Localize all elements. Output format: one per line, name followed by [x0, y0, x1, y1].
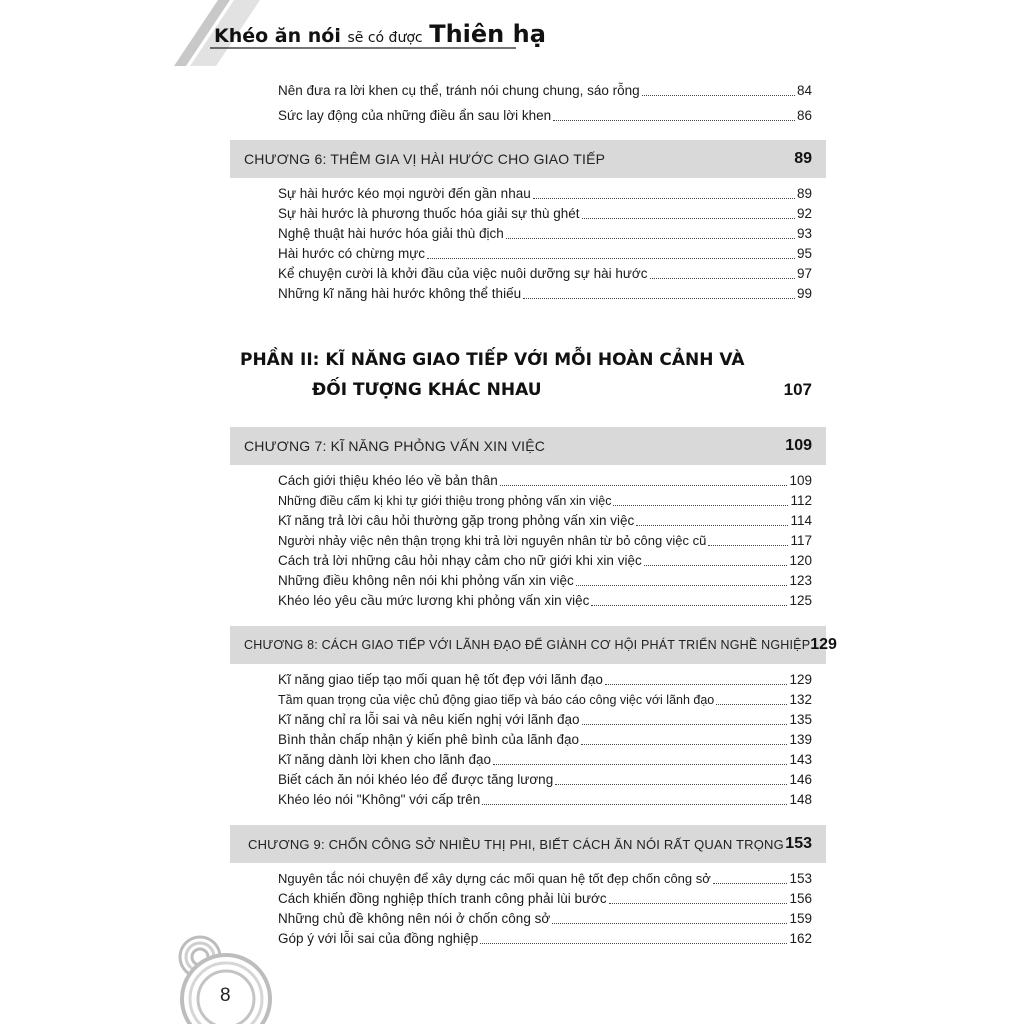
toc-entry-page: 156 [789, 891, 812, 906]
part-page: 107 [783, 380, 812, 399]
dot-leader [576, 585, 788, 586]
dot-leader [552, 923, 787, 924]
toc-entry-title: Những chủ đề không nên nói ở chốn công sở [278, 911, 551, 926]
toc-entry[interactable] [278, 592, 812, 610]
toc-entry[interactable] [278, 890, 812, 908]
part-title-line2: ĐỐI TƯỢNG KHÁC NHAU [312, 380, 542, 400]
toc-entry-title: Sức lay động của những điều ẩn sau lời khen [278, 108, 552, 123]
chapter-page: 129 [810, 636, 837, 653]
dot-leader [642, 95, 795, 96]
toc-entry[interactable] [278, 265, 812, 283]
toc-entry-title: Tầm quan trọng của việc chủ động giao tiếp và báo cáo công việc với lãnh đạo [278, 693, 715, 707]
toc-entry-title: Hài hước có chừng mực [278, 246, 426, 261]
toc-entry-title: Sự hài hước là phương thuốc hóa giải sự thù ghét [278, 206, 580, 221]
chapter-heading-6[interactable] [230, 140, 826, 178]
toc-entry-title: Cách giới thiệu khéo léo về bản thân [278, 473, 498, 488]
toc-entry-page: 109 [789, 473, 812, 488]
toc-entry-title: Góp ý với lỗi sai của đồng nghiệp [278, 931, 479, 946]
dot-leader [613, 505, 788, 506]
chapter-title: CHƯƠNG 7: KĨ NĂNG PHỎNG VẤN XIN VIỆC [244, 438, 546, 454]
toc-entry[interactable] [278, 731, 812, 749]
toc-entry-page: 146 [789, 772, 812, 787]
part-title-line1: KĨ NĂNG GIAO TIẾP VỚI MỖI HOÀN CẢNH VÀ [325, 350, 745, 370]
toc-entry-page: 129 [789, 672, 812, 687]
chapter-heading-8[interactable] [230, 626, 837, 664]
toc-entry-page: 162 [789, 931, 812, 946]
toc-entry[interactable] [278, 185, 812, 203]
toc-entry[interactable] [278, 512, 812, 530]
toc-entry[interactable] [278, 492, 812, 510]
dot-leader [506, 238, 795, 239]
toc-entry-page: 92 [796, 206, 812, 221]
chapter-title: CHƯƠNG 6: THÊM GIA VỊ HÀI HƯỚC CHO GIAO TIẾP [244, 151, 606, 167]
toc-entry-page: 123 [789, 573, 812, 588]
toc-entry-page: 89 [796, 186, 812, 201]
toc-entry-page: 125 [789, 593, 812, 608]
toc-entry-title: Kĩ năng trả lời câu hỏi thường gặp trong phỏng vấn xin việc [278, 513, 635, 528]
chapter-title: CHƯƠNG 8: CÁCH GIAO TIẾP VỚI LÃNH ĐẠO ĐỂ GIÀNH CƠ HỘI PHÁT TRIỂN NGHỀ NGHIỆP [244, 638, 811, 652]
toc-entry-page: 93 [796, 226, 812, 241]
toc-entry-page: 132 [789, 692, 812, 707]
dot-leader [555, 784, 787, 785]
part-heading[interactable] [240, 350, 745, 370]
dot-leader [650, 278, 795, 279]
toc-entry-title: Những điều cấm kị khi tự giới thiệu trong phỏng vấn xin việc [278, 494, 612, 508]
toc-entry[interactable] [278, 751, 812, 769]
toc-entry-title: Bình thản chấp nhận ý kiến phê bình của lãnh đạo [278, 732, 579, 747]
toc-entry-page: 120 [789, 553, 812, 568]
dot-leader [716, 704, 787, 705]
dot-leader [523, 298, 795, 299]
toc-entry-page: 117 [790, 533, 812, 548]
toc-entry-title: Người nhảy việc nên thận trọng khi trả lời nguyên nhân từ bỏ công việc cũ [278, 533, 707, 548]
toc-entry-title: Cách trả lời những câu hỏi nhạy cảm cho nữ giới khi xin việc [278, 553, 642, 568]
dot-leader [582, 724, 788, 725]
toc-entry[interactable] [278, 472, 812, 490]
toc-entry-page: 84 [796, 83, 812, 98]
toc-entry-title: Biết cách ăn nói khéo léo để được tăng lương [278, 772, 554, 787]
toc-entry-title: Những điều không nên nói khi phỏng vấn xin việc [278, 573, 574, 588]
chapter-page: 153 [785, 835, 812, 852]
dot-leader [582, 218, 795, 219]
toc-entry[interactable] [278, 791, 812, 809]
chapter-page: 109 [785, 437, 812, 454]
toc-entry[interactable] [278, 552, 812, 570]
dot-leader [708, 545, 788, 546]
header-text-2: sẽ có được [347, 30, 423, 46]
concentric-circles-decoration [176, 935, 286, 1024]
toc-entry-title: Nghệ thuật hài hước hóa giải thù địch [278, 226, 504, 241]
toc-entry-page: 114 [790, 513, 812, 528]
toc-entry-title: Cách khiến đồng nghiệp thích tranh công phải lùi bước [278, 891, 607, 906]
toc-entry-page: 112 [790, 493, 812, 508]
toc-entry[interactable] [278, 532, 812, 550]
chapter-heading-9[interactable] [230, 825, 826, 863]
chapter-title: CHƯƠNG 9: CHỐN CÔNG SỞ NHIỀU THỊ PHI, BIẾT CÁCH ĂN NÓI RẤT QUAN TRỌNG [248, 836, 784, 852]
toc-entry-title: Khéo léo nói "Không" với cấp trên [278, 792, 481, 807]
toc-entry[interactable] [278, 285, 812, 303]
toc-entry[interactable] [278, 572, 812, 590]
dot-leader [493, 764, 787, 765]
dot-leader [427, 258, 795, 259]
toc-entry-title: Kĩ năng dành lời khen cho lãnh đạo [278, 752, 492, 767]
toc-entry-title: Nguyên tắc nói chuyện để xây dựng các mối quan hệ tốt đẹp chốn công sở [278, 871, 711, 886]
toc-entry-title: Nên đưa ra lời khen cụ thể, tránh nói chung chung, sáo rỗng [278, 83, 640, 98]
toc-entry-page: 99 [796, 286, 812, 301]
toc-entry-page: 135 [789, 712, 812, 727]
toc-entry-title: Kĩ năng chỉ ra lỗi sai và nêu kiến nghị với lãnh đạo [278, 712, 580, 727]
dot-leader [482, 804, 787, 805]
dot-leader [591, 605, 787, 606]
toc-entry-page: 148 [789, 792, 812, 807]
toc-entry-title: Kĩ năng giao tiếp tạo mối quan hệ tốt đẹp với lãnh đạo [278, 672, 603, 687]
toc-entry[interactable] [278, 671, 812, 689]
toc-entry[interactable] [278, 107, 812, 125]
toc-entry-page: 86 [796, 108, 812, 123]
toc-entry-page: 97 [796, 266, 812, 281]
toc-entry[interactable] [278, 691, 812, 709]
dot-leader [636, 525, 788, 526]
dot-leader [644, 565, 788, 566]
toc-entry[interactable] [278, 711, 812, 729]
toc-entry[interactable] [278, 205, 812, 223]
dot-leader [605, 684, 788, 685]
toc-entry-page: 143 [789, 752, 812, 767]
page-number: 8 [220, 985, 231, 1006]
toc-entry-title: Sự hài hước kéo mọi người đến gần nhau [278, 186, 531, 201]
header-text-1: Khéo ăn nói [214, 25, 341, 47]
dot-leader [553, 120, 795, 121]
toc-entry-page: 153 [789, 871, 812, 886]
toc-entry[interactable] [278, 771, 812, 789]
toc-entry-title: Những kĩ năng hài hước không thể thiếu [278, 286, 522, 301]
chapter-heading-7[interactable] [230, 427, 826, 465]
toc-entry-title: Khéo léo yêu cầu mức lương khi phỏng vấn xin việc [278, 593, 590, 608]
toc-entry[interactable] [278, 930, 812, 948]
part-heading-line2 [312, 380, 542, 400]
toc-entry-title: Kể chuyện cười là khởi đầu của việc nuôi dưỡng sự hài hước [278, 266, 648, 281]
dot-leader [713, 883, 788, 884]
dot-leader [609, 903, 788, 904]
dot-leader [480, 943, 787, 944]
toc-entry[interactable] [278, 910, 812, 928]
part-label: PHẦN II: [240, 350, 320, 370]
dot-leader [581, 744, 787, 745]
toc-entry-page: 95 [796, 246, 812, 261]
toc-entry[interactable] [278, 245, 812, 263]
header-text-3: Thiên hạ [429, 20, 546, 48]
dot-leader [500, 485, 788, 486]
chapter-page: 89 [794, 150, 812, 167]
toc-entry[interactable] [278, 225, 812, 243]
toc-entry[interactable] [278, 82, 812, 100]
running-header [214, 20, 546, 48]
toc-entry-page: 159 [789, 911, 812, 926]
dot-leader [533, 198, 795, 199]
toc-entry[interactable] [278, 870, 812, 888]
toc-entry-page: 139 [789, 732, 812, 747]
